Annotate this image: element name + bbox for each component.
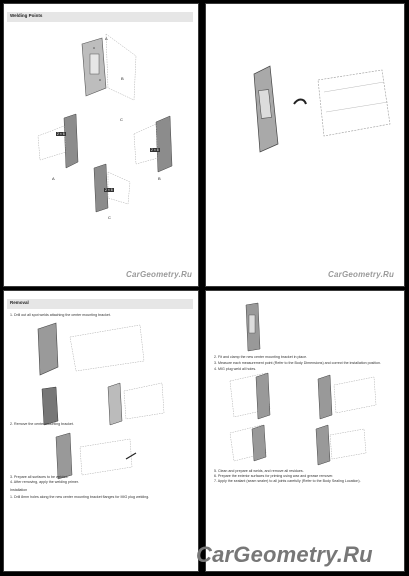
callout-c: B <box>121 76 124 81</box>
weld-tag-left: 2 × 6 <box>57 132 65 136</box>
section-title: Welding Points <box>10 13 43 18</box>
watermark-large: CarGeometry.Ru <box>196 542 373 567</box>
removal-diagram-1 <box>30 321 150 381</box>
install-step-1: 1. Drill 8mm holes along the new center mounting bracket flanges for MIG plug welding. <box>10 495 150 499</box>
install-step-4: 4. MIG plug weld all holes. <box>214 367 257 371</box>
removal-diagram-2 <box>30 387 90 427</box>
removal-step-4: 4. After removing, apply the welding primer. <box>10 480 79 484</box>
install-diagram-5 <box>310 425 370 465</box>
weld-tag-right: 2 × 6 <box>151 148 159 152</box>
section-title: Removal <box>10 300 29 305</box>
bracket-install-diagram <box>244 52 394 162</box>
watermark: CarGeometry.Ru <box>126 270 193 279</box>
callout-b: C <box>120 117 123 122</box>
watermark: CarGeometry.Ru <box>328 270 395 279</box>
install-diagram-1 <box>244 303 264 353</box>
callout-view-a: A <box>52 176 55 181</box>
callout-view-c: C <box>108 215 111 220</box>
install-step-3: 3. Measure each measurement point (Refer to the Body Dimensions) and correct the installation position. <box>214 361 381 365</box>
bracket-diagram-top <box>64 28 144 108</box>
section-header <box>7 12 193 22</box>
removal-step-3: 3. Prepare all surfaces to be welded. <box>10 475 69 479</box>
install-diagram-2 <box>226 371 286 421</box>
install-diagram-3 <box>312 371 382 421</box>
install-step-6: 6. Prepare the exterior surfaces for priming using wax and grease remover. <box>214 474 334 478</box>
installation-title: Installation <box>10 488 28 492</box>
removal-step-2: 2. Remove the center mounting bracket. <box>10 422 74 426</box>
section-header <box>7 299 193 309</box>
bracket-diagram-right <box>134 114 194 174</box>
install-step-5: 5. Clean and prepare all welds, and remove all residues. <box>214 469 304 473</box>
manual-page-installation <box>205 290 405 572</box>
manual-page-welding-points <box>3 3 199 287</box>
callout-view-b: B <box>158 176 161 181</box>
removal-diagram-3 <box>100 377 170 427</box>
removal-diagram-4 <box>30 431 150 481</box>
install-step-2: 2. Fit and clamp the new center mounting bracket in place. <box>214 355 308 359</box>
removal-step-1: 1. Drill out all spot welds attaching the center mounting bracket. <box>10 313 111 317</box>
weld-tag-bottom: 2 × 6 <box>105 188 113 192</box>
bracket-diagram-left <box>34 112 94 172</box>
manual-page-removal <box>3 290 199 572</box>
manual-page-bracket-view <box>205 3 405 287</box>
install-diagram-4 <box>226 423 286 463</box>
callout-a: A <box>105 36 108 41</box>
install-step-7: 7. Apply the sealant (seam sealer) to all joints carefully (Refer to the Body Sealing Location). <box>214 479 361 483</box>
